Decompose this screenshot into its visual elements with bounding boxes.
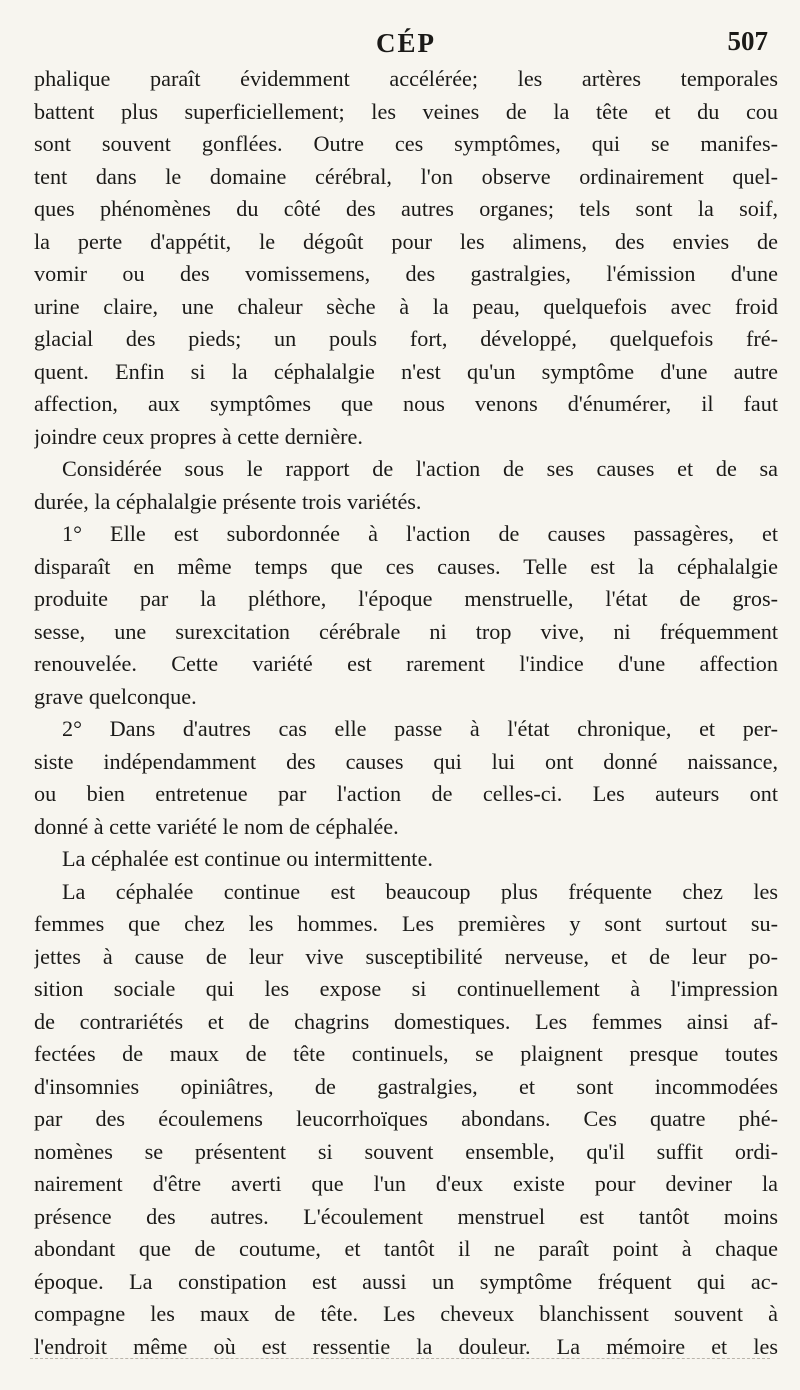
text-line: 1° Elle est subordonnée à l'action de causes passagères, et: [62, 521, 778, 546]
text-line: sont souvent gonflées. Outre ces symptômes, qui se manifes-: [34, 131, 778, 156]
text-line: durée, la céphalalgie présente trois variétés.: [34, 488, 422, 514]
page-number: 507: [727, 26, 768, 56]
text-line: l'endroit même où est ressentie la douleur. La mémoire et les: [34, 1333, 778, 1359]
text-line: époque. La constipation est aussi un symptôme fréquent qui ac-: [34, 1268, 778, 1294]
text-body: [34, 63, 778, 1363]
text-line: urine claire, une chaleur sèche à la peau, quelquefois avec froid: [34, 293, 778, 319]
text-line: nairement d'être averti que l'un d'eux existe pour deviner la: [34, 1171, 778, 1196]
text-line: par des écoulemens leucorrhoïques abondans. Ces quatre phé-: [34, 1106, 778, 1131]
text-line: de contrariétés et de chagrins domestiques. Les femmes ainsi af-: [34, 1008, 778, 1034]
text-line: abondant que de coutume, et tantôt il ne paraît point à chaque: [34, 1236, 778, 1261]
text-line: donné à cette variété le nom de céphalée.: [34, 813, 399, 839]
text-line: fectées de maux de tête continuels, se plaignent presque toutes: [34, 1041, 778, 1066]
text-line: renouvelée. Cette variété est rarement l'indice d'une affection: [34, 651, 778, 676]
running-header: [34, 22, 778, 58]
text-line: compagne les maux de tête. Les cheveux blanchissent souvent à: [34, 1301, 778, 1326]
text-line: quent. Enfin si la céphalalgie n'est qu'un symptôme d'une autre: [34, 358, 778, 384]
text-line: la perte d'appétit, le dégoût pour les alimens, des envies de: [34, 228, 778, 254]
text-line: sesse, une surexcitation cérébrale ni trop vive, ni fréquemment: [34, 618, 778, 644]
text-line: vomir ou des vomissemens, des gastralgies, l'émission d'une: [34, 261, 778, 286]
text-line: ou bien entretenue par l'action de celles-ci. Les auteurs ont: [34, 781, 778, 806]
text-line: phalique paraît évidemment accélérée; les artères temporales: [34, 66, 778, 91]
bottom-bleed-line: [30, 1358, 770, 1359]
text-line: glacial des pieds; un pouls fort, développé, quelquefois fré-: [34, 326, 778, 351]
text-line: produite par la pléthore, l'époque menstruelle, l'état de gros-: [34, 586, 778, 611]
text-line: jettes à cause de leur vive susceptibilité nerveuse, et de leur po-: [34, 943, 778, 969]
text-line: présence des autres. L'écoulement menstruel est tantôt moins: [34, 1203, 778, 1229]
text-line: 2° Dans d'autres cas elle passe à l'état chronique, et per-: [62, 716, 778, 741]
text-line: siste indépendamment des causes qui lui ont donné naissance,: [34, 748, 778, 774]
text-line: sition sociale qui les expose si continuellement à l'impression: [34, 976, 778, 1001]
text-line: tent dans le domaine cérébral, l'on observe ordinairement quel-: [34, 163, 778, 189]
text-line: joindre ceux propres à cette dernière.: [34, 423, 363, 449]
text-line: La céphalée est continue ou intermittente.: [62, 846, 433, 871]
text-line: Considérée sous le rapport de l'action de ses causes et de sa: [62, 456, 778, 481]
text-line: La céphalée continue est beaucoup plus fréquente chez les: [62, 878, 778, 904]
text-line: nomènes se présentent si souvent ensemble, qu'il suffit ordi-: [34, 1138, 778, 1164]
text-line: d'insomnies opiniâtres, de gastralgies, et sont incommodées: [34, 1073, 778, 1099]
text-line: battent plus superficiellement; les veines de la tête et du cou: [34, 98, 778, 124]
running-title: CÉP: [376, 28, 436, 58]
text-line: disparaît en même temps que ces causes. Telle est la céphalalgie: [34, 553, 778, 579]
text-line: affection, aux symptômes que nous venons d'énumérer, il faut: [34, 391, 778, 416]
text-line: femmes que chez les hommes. Les premières y sont surtout su-: [34, 911, 778, 936]
text-line: ques phénomènes du côté des autres organes; tels sont la soif,: [34, 196, 778, 221]
text-line: grave quelconque.: [34, 683, 197, 709]
